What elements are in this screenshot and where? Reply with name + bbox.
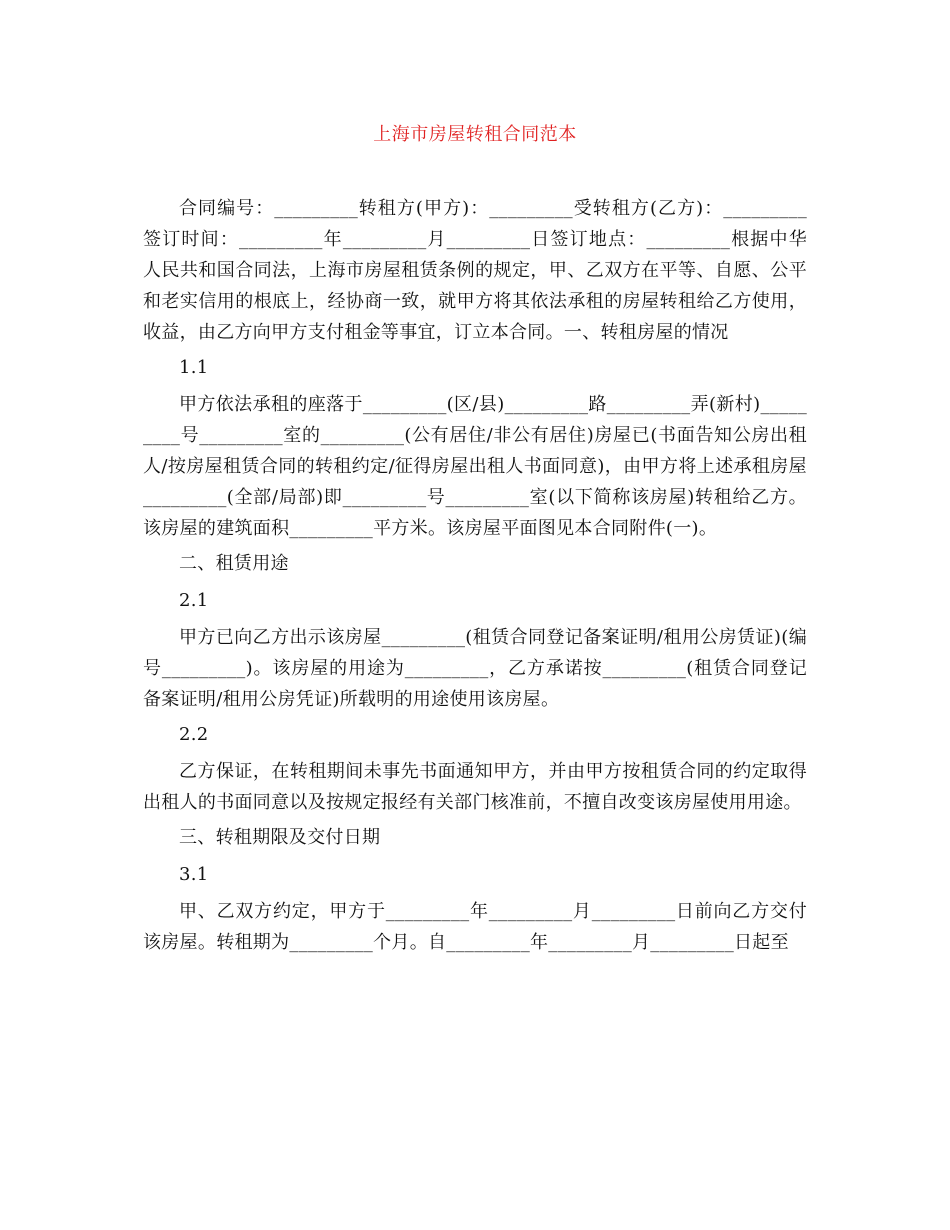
clause-number-1-1: 1.1 — [179, 357, 209, 378]
clause-3-1-paragraph: 甲、乙双方约定，甲方于_________年_________月_________日前向乙方交付该房屋。转租期为_________个月。自_________年_________月_________日起至 — [143, 901, 807, 953]
document-title: 上海市房屋转租合同范本 — [373, 124, 577, 145]
document-body — [143, 193, 807, 962]
clause-2-2-paragraph: 乙方保证，在转租期间未事先书面通知甲方，并由甲方按租赁合同的约定取得出租人的书面同意以及按规定报经有关部门核准前，不擅自改变该房屋使用用途。 — [143, 761, 807, 813]
clause-1-1-paragraph: 甲方依法承租的座落于_________(区/县)_________路_________弄(新村)_________号_________室的_________(公有居住/非公有居住)房屋已(书面告知公房出租人/按房屋租赁合同的转租约定/征得房屋出租人书面同意)，由甲方将上述承租房屋_________(全部/局部)即_________号_________室(以下简称该房屋)转租给乙方。该房屋的建筑面积_________平方米。该房屋平面图见本合同附件(一)。 — [143, 394, 807, 539]
clause-number-2-1: 2.1 — [179, 590, 209, 611]
section-heading-2: 二、租赁用途 — [179, 553, 289, 574]
contract-intro-paragraph: 合同编号：_________转租方(甲方)：_________受转租方(乙方)：_________签订时间：_________年_________月_________日签订地点：_________根据中华人民共和国合同法，上海市房屋租赁条例的规定，甲、乙双方在平等、自愿、公平和老实信用的根底上，经协商一致，就甲方将其依法承租的房屋转租给乙方使用，收益，由乙方向甲方支付租金等事宜，订立本合同。一、转租房屋的情况 — [143, 198, 807, 343]
section-heading-3: 三、转租期限及交付日期 — [179, 827, 381, 848]
clause-number-3-1: 3.1 — [179, 864, 209, 885]
clause-2-1-paragraph: 甲方已向乙方出示该房屋_________(租赁合同登记备案证明/租用公房赁证)(编号_________)。该房屋的用途为_________，乙方承诺按_________(租赁合同登记备案证明/租用公房凭证)所载明的用途使用该房屋。 — [143, 627, 807, 710]
clause-number-2-2: 2.2 — [179, 724, 209, 745]
